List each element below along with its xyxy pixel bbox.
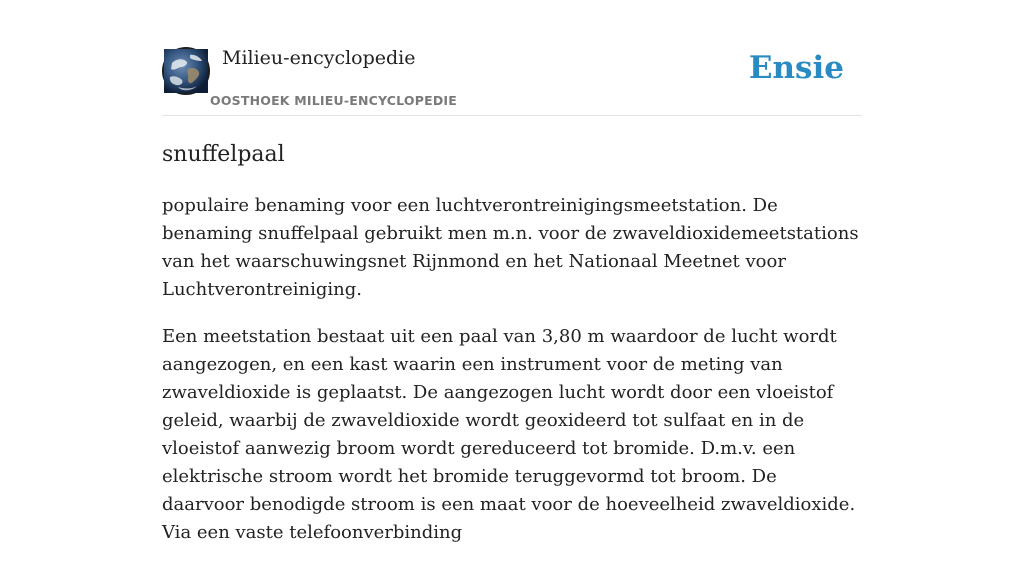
paragraph: populaire benaming voor een luchtverontreinigingsmeetstation. De benaming snuffelpaal gebruikt men m.n. voor de zwaveldioxidemeetstations van het waarschuwingsnet Rijnmond en het Nationaal Meetnet voor Luchtverontreiniging. <box>162 195 859 300</box>
article-body <box>162 192 862 566</box>
site-header <box>162 46 862 116</box>
site-subtitle[interactable]: OOSTHOEK MILIEU-ENCYCLOPEDIE <box>210 93 457 108</box>
site-name[interactable]: Milieu-encyclopedie <box>222 47 416 69</box>
page-title: snuffelpaal <box>162 142 285 167</box>
earth-globe-icon[interactable] <box>162 47 210 95</box>
ensie-logo[interactable]: Ensie <box>748 50 844 86</box>
paragraph: Een meetstation bestaat uit een paal van 3,80 m waardoor de lucht wordt aangezogen, en een kast waarin een instrument voor de meting van zwaveldioxide is geplaatst. De aangezogen lucht wordt door een vloeistof geleid, waarbij de zwaveldioxide wordt geoxideerd tot sulfaat en in de vloeistof aanwezig broom wordt gereduceerd tot bromide. D.m.v. een elektrische stroom wordt het bromide teruggevormd tot broom. De daarvoor benodigde stroom is een maat voor de hoeveelheid zwaveldioxide. Via een vaste telefoonverbinding <box>162 326 856 543</box>
